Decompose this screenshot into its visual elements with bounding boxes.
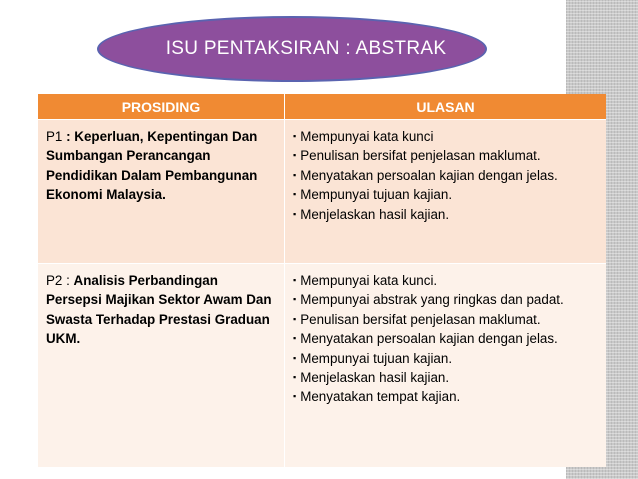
review-item	[293, 387, 598, 406]
proceeding-title: Analisis Perbandingan Persepsi Majikan Sektor Awam Dan Swasta Terhadap Prestasi Graduan UKM.	[46, 273, 272, 347]
bullet-icon: ▪	[293, 208, 297, 219]
review-item	[293, 329, 598, 348]
review-item	[293, 349, 598, 368]
review-item	[293, 166, 598, 185]
proceeding-prefix: P1	[46, 129, 67, 144]
review-item-text: Menjelaskan hasil kajian.	[300, 370, 450, 386]
bullet-icon: ▪	[293, 189, 297, 200]
table-row	[38, 264, 606, 468]
proceeding-cell	[38, 120, 285, 264]
review-item-text: Mempunyai abstrak yang ringkas dan padat.	[300, 292, 564, 308]
table-header-row	[38, 94, 606, 120]
bullet-icon: ▪	[293, 333, 297, 344]
slide-title: ISU PENTAKSIRAN : ABSTRAK	[165, 38, 447, 59]
bullet-icon: ▪	[293, 391, 297, 402]
bullet-icon: ▪	[293, 294, 297, 305]
bullet-icon: ▪	[293, 372, 297, 383]
bullet-icon: ▪	[293, 275, 297, 285]
table-row	[38, 120, 606, 264]
bullet-icon: ▪	[293, 131, 297, 141]
review-item-text: Menyatakan tempat kajian.	[300, 389, 461, 405]
review-item	[293, 290, 598, 309]
review-item-text: Menyatakan persoalan kajian dengan jelas.	[300, 331, 558, 347]
review-item	[293, 310, 598, 329]
review-item-text: Mempunyai kata kunci.	[300, 273, 438, 288]
bullet-icon: ▪	[293, 313, 297, 324]
review-cell	[285, 120, 607, 264]
bullet-icon: ▪	[293, 352, 297, 363]
review-table	[38, 94, 606, 467]
review-item	[293, 205, 598, 224]
proceeding-title: : Keperluan, Kepentingan Dan Sumbangan Perancangan Pendidikan Dalam Pembangunan Ekonomi Malaysia.	[46, 129, 258, 203]
review-item	[293, 146, 598, 165]
proceeding-cell	[38, 264, 285, 468]
review-item	[293, 127, 598, 146]
review-item-text: Mempunyai kata kunci	[300, 129, 434, 144]
bullet-icon: ▪	[293, 169, 297, 180]
header-ulasan: ULASAN	[285, 94, 607, 120]
proceeding-prefix: P2 :	[46, 273, 74, 288]
review-item-text: Mempunyai tujuan kajian.	[300, 187, 453, 203]
bullet-icon: ▪	[293, 150, 297, 161]
review-item-text: Menyatakan persoalan kajian dengan jelas.	[300, 167, 558, 183]
review-item	[293, 185, 598, 204]
review-item-text: Penulisan bersifat penjelasan maklumat.	[300, 148, 541, 164]
review-item-text: Penulisan bersifat penjelasan maklumat.	[300, 311, 541, 327]
review-cell	[285, 264, 607, 468]
review-item	[293, 368, 598, 387]
title-oval	[97, 16, 487, 82]
review-item-text: Mempunyai tujuan kajian.	[300, 350, 453, 366]
review-item-text: Menjelaskan hasil kajian.	[300, 206, 450, 222]
header-prosiding: PROSIDING	[38, 94, 285, 120]
review-item	[293, 271, 598, 290]
